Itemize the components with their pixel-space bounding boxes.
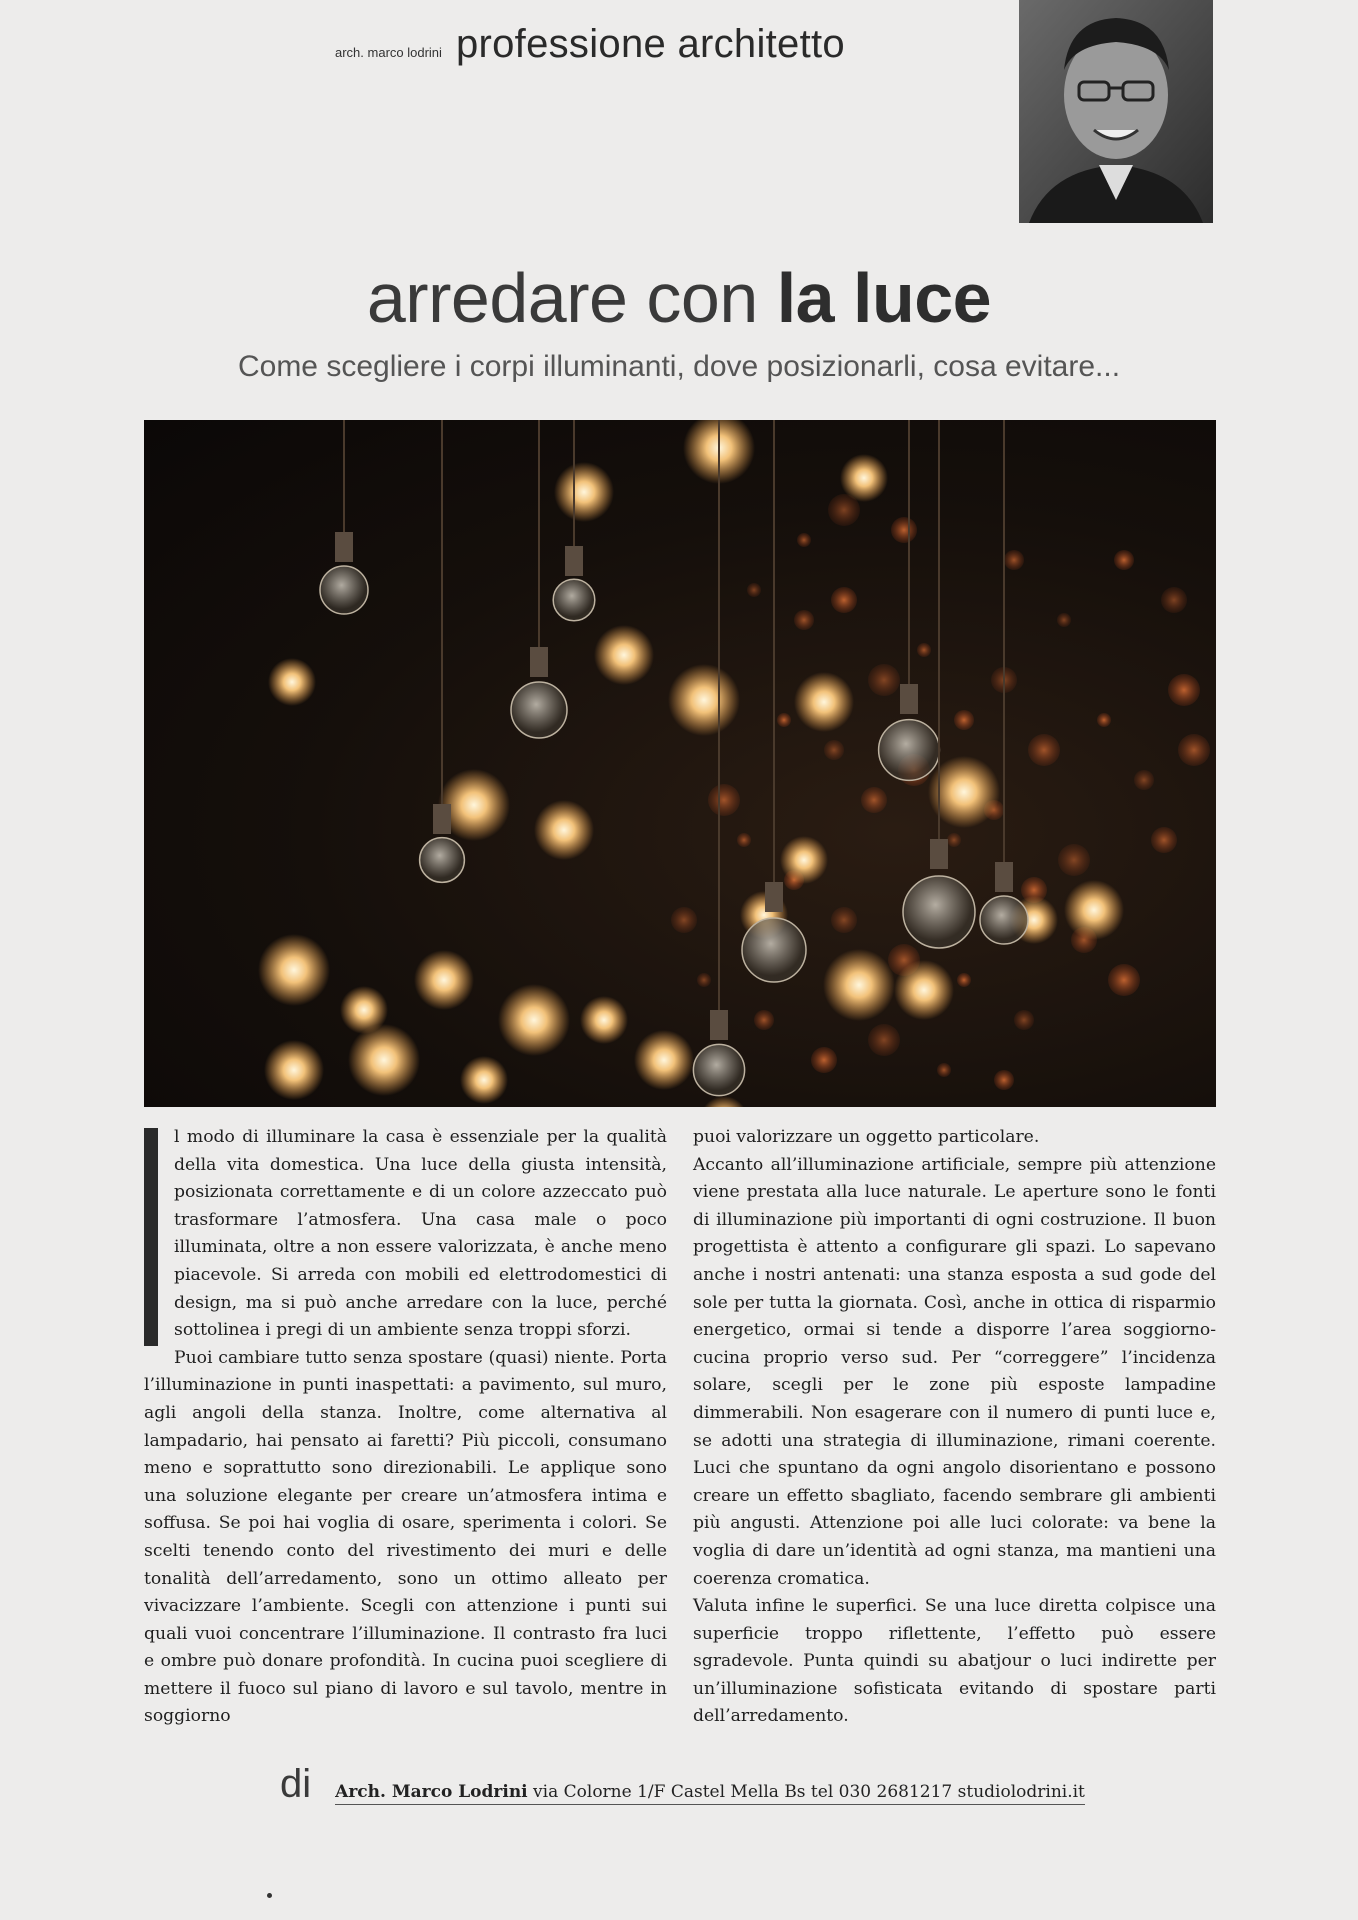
clear-bulb xyxy=(742,918,806,982)
bulb-socket xyxy=(530,647,548,677)
glowing-bulb xyxy=(348,1024,420,1096)
glowing-bulb xyxy=(534,800,594,860)
glowing-bulb xyxy=(894,960,954,1020)
bokeh-light xyxy=(937,1063,951,1077)
footer-contact-line xyxy=(335,1782,1085,1805)
bokeh-light xyxy=(1028,734,1060,766)
bokeh-light xyxy=(697,973,711,987)
glowing-bulb xyxy=(794,672,854,732)
bokeh-light xyxy=(868,664,900,696)
hanging-bulbs-photo xyxy=(144,420,1216,1107)
glowing-bulb xyxy=(580,996,628,1044)
clear-bulb xyxy=(553,579,595,621)
glowing-bulb xyxy=(460,1056,508,1104)
author-portrait xyxy=(1019,0,1213,223)
bokeh-light xyxy=(831,587,857,613)
bokeh-light xyxy=(797,533,811,547)
bulb-socket xyxy=(900,684,918,714)
bokeh-light xyxy=(891,517,917,543)
bokeh-light xyxy=(1058,844,1090,876)
header-author: arch. marco lodrini xyxy=(335,45,442,60)
bokeh-light xyxy=(1178,734,1210,766)
clear-bulb xyxy=(693,1044,744,1095)
page-header xyxy=(335,22,845,67)
bokeh-light xyxy=(1168,674,1200,706)
glowing-bulb xyxy=(840,454,888,502)
footer-name: Arch. Marco Lodrini xyxy=(335,1782,528,1802)
bokeh-light xyxy=(1057,613,1071,627)
column-right xyxy=(693,1124,1216,1731)
clear-bulb xyxy=(420,838,465,883)
clear-bulb xyxy=(511,682,567,738)
title-light: arredare con xyxy=(366,259,777,337)
glowing-bulb xyxy=(1064,880,1124,940)
glowing-bulb xyxy=(258,934,330,1006)
glowing-bulb xyxy=(780,836,828,884)
paragraph: l modo di illuminare la casa è essenziale per la qualità della vita domestica. Una luce della giusta intensità, posizionata correttamente e di un colore azzeccato può trasformare l’atmosfera. Una casa male o poco illuminata, oltre a non essere valorizzata, è anche meno piacevole. Si arreda con mobili ed elettrodomestici di design, ma si può anche arredare con la luce, perché sottolinea i pregi di un ambiente senza troppi sforzi. xyxy=(174,1127,667,1341)
glowing-bulb xyxy=(268,658,316,706)
bokeh-light xyxy=(868,1024,900,1056)
bokeh-light xyxy=(831,907,857,933)
clear-bulb xyxy=(980,896,1028,944)
bokeh-light xyxy=(861,787,887,813)
paragraph: Valuta infine le superfici. Se una luce diretta colpisce una superficie troppo riflettente, l’effetto può essere sgradevole. Punta quindi su abatjour o luci indirette per un’illuminazione sofisticata evitando di spostare parti dell’arredamento. xyxy=(693,1596,1216,1727)
glowing-bulb xyxy=(823,949,895,1021)
bokeh-light xyxy=(1004,550,1024,570)
glowing-bulb xyxy=(700,1096,748,1107)
bokeh-light xyxy=(1134,770,1154,790)
bokeh-light xyxy=(811,1047,837,1073)
footer-contact: via Colorne 1/F Castel Mella Bs tel 030 2681217 studiolodrini.it xyxy=(527,1782,1085,1802)
bokeh-light xyxy=(824,740,844,760)
paragraph: Accanto all’illuminazione artificiale, sempre più attenzione viene prestata alla luce naturale. Le aperture sono le fonti di illuminazione più importanti di ogni costruzione. Il buon progettista è attento a configurare gli spazi. Lo sapevano anche i nostri antenati: una stanza esposta a sud gode del sole per tutta la giornata. Così, anche in ottica di risparmio energetico, ormai si tende a disporre l’area soggiorno-cucina proprio verso sud. Per “correggere” l’incidenza solare, scegli per le zone più esposte lampadine dimmerabili. Non esagerare con il numero di punti luce e, se adotti una strategia di illuminazione, rimani coerente. Luci che spuntano da ogni angolo disorientano e possono creare un effetto sbagliato, facendo sembrare gli ambienti più angusti. Attenzione poi alle luci colorate: va bene la voglia di dare un’identità ad ogni stanza, ma mantieni una coerenza cromatica. xyxy=(693,1154,1216,1589)
clear-bulb xyxy=(879,720,940,781)
bulb-socket xyxy=(710,1010,728,1040)
bokeh-light xyxy=(947,833,961,847)
bokeh-light xyxy=(957,973,971,987)
glowing-bulb xyxy=(634,1030,694,1090)
bokeh-light xyxy=(954,710,974,730)
paragraph: puoi valorizzare un oggetto particolare. xyxy=(693,1127,1040,1147)
bulb-socket xyxy=(995,862,1013,892)
article-subtitle: Come scegliere i corpi illuminanti, dove posizionarli, cosa evitare... xyxy=(237,350,1121,383)
bokeh-light xyxy=(671,907,697,933)
bokeh-light xyxy=(1161,587,1187,613)
bokeh-light xyxy=(917,643,931,657)
bokeh-light xyxy=(794,610,814,630)
glowing-bulb xyxy=(554,462,614,522)
bulb-socket xyxy=(765,882,783,912)
bokeh-light xyxy=(994,1070,1014,1090)
bulb-socket xyxy=(930,839,948,869)
glowing-bulb xyxy=(414,950,474,1010)
bokeh-light xyxy=(1108,964,1140,996)
rubric-title: professione architetto xyxy=(455,22,845,66)
bulb-socket xyxy=(335,532,353,562)
bokeh-light xyxy=(1097,713,1111,727)
article-title xyxy=(0,258,1358,338)
column-left xyxy=(144,1124,667,1731)
bokeh-light xyxy=(737,833,751,847)
bokeh-light xyxy=(1014,1010,1034,1030)
page-footer xyxy=(280,1762,1085,1807)
bokeh-light xyxy=(777,713,791,727)
glowing-bulb xyxy=(264,1040,324,1100)
clear-bulb xyxy=(320,566,368,614)
paragraph: Puoi cambiare tutto senza spostare (quasi) niente. Porta l’illuminazione in punti inaspettati: a pavimento, sul muro, agli angoli della stanza. Inoltre, come alternativa al lampadario, hai pensato ai faretti? Più piccoli, consumano meno e soprattutto sono direzionabili. Le applique sono una soluzione elegante per creare un’atmosfera intima e soffusa. Se poi hai voglia di osare, sperimenta i colori. Se scelti tenendo conto del rivestimento dei muri e delle tonalità dell’arredamento, sono un ottimo alleato per vivacizzare l’ambiente. Scegli con attenzione i punti sui quali vuoi concentrare l’illuminazione. Il contrasto fra luci e ombre può donare profondità. In cucina puoi scegliere di mettere il fuoco sul piano di lavoro e sul tavolo, mentre in soggiorno xyxy=(144,1347,667,1727)
article-body xyxy=(144,1124,1216,1731)
bokeh-light xyxy=(747,583,761,597)
glowing-bulb xyxy=(668,664,740,736)
glowing-bulb xyxy=(498,984,570,1056)
title-bold: la luce xyxy=(776,259,992,337)
bulb-socket xyxy=(433,804,451,834)
glowing-bulb xyxy=(594,625,654,685)
bulb-socket xyxy=(565,546,583,576)
print-speck xyxy=(267,1893,272,1898)
drop-cap xyxy=(144,1128,158,1346)
bokeh-light xyxy=(1114,550,1134,570)
bokeh-light xyxy=(1151,827,1177,853)
bokeh-light xyxy=(708,784,740,816)
footer-di: di xyxy=(280,1762,312,1806)
clear-bulb xyxy=(903,876,975,948)
bokeh-light xyxy=(754,1010,774,1030)
